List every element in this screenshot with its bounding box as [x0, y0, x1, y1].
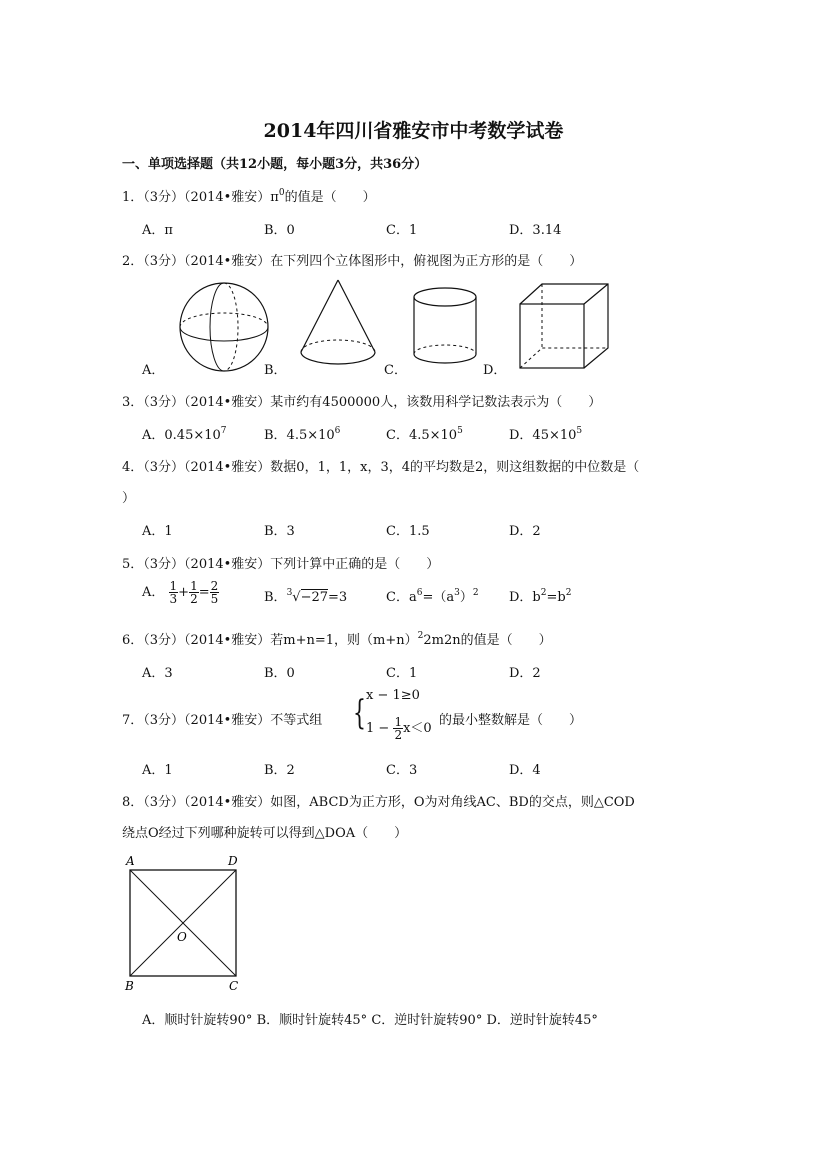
option-text: D．b — [509, 590, 541, 605]
q1-option-d[interactable]: D．3.14 — [509, 223, 562, 238]
brace: { — [353, 693, 366, 733]
question-text: 6．（3分）（2014•雅安）若m+n=1，则（m+n） — [122, 633, 418, 648]
numerator: 1 — [169, 579, 178, 593]
result: =3 — [328, 590, 348, 605]
superscript: 2 — [417, 631, 424, 641]
q5-option-a[interactable] — [142, 580, 219, 605]
question-4-stem: 4．（3分）（2014•雅安）数据0，1，1，x，3，4的平均数是2，则这组数据的中位数是（ — [122, 460, 640, 475]
label-b: B — [125, 979, 134, 992]
label-c: C — [229, 979, 239, 992]
q8-option-b[interactable]: B．顺时针旋转45° — [256, 1013, 368, 1028]
superscript: 6 — [334, 426, 341, 436]
numerator: 1 — [394, 715, 403, 729]
root-index: 3 — [286, 588, 293, 598]
expr: x＜0 — [403, 721, 432, 736]
question-text: 1．（3分）（2014•雅安）π — [122, 190, 279, 205]
operator: = — [198, 585, 210, 600]
question-5-stem: 5．（3分）（2014•雅安）下列计算中正确的是（ ） — [122, 557, 440, 572]
numerator: 2 — [210, 579, 219, 593]
q7-option-d[interactable]: D．4 — [509, 763, 541, 778]
square-diagram — [118, 852, 248, 992]
q5-option-d[interactable] — [509, 586, 571, 605]
q8-options — [142, 1009, 598, 1028]
superscript: 5 — [457, 426, 463, 436]
superscript: 3 — [454, 588, 460, 598]
cone-figure — [301, 280, 375, 364]
label-o: O — [177, 930, 187, 944]
label-d: D — [228, 854, 238, 868]
inequality-line-2 — [366, 716, 432, 741]
q2-option-c[interactable]: C． — [384, 363, 407, 378]
q2-option-b[interactable]: B． — [264, 363, 287, 378]
question-8-stem-cont: 绕点O经过下列哪种旋转可以得到△DOA（ ） — [122, 826, 408, 841]
question-text-tail: 2m2n的值是（ ） — [423, 633, 552, 648]
option-text: D．45×10 — [509, 428, 577, 443]
q3-option-b[interactable] — [264, 424, 340, 443]
q1-option-a[interactable]: A．π — [142, 223, 173, 238]
superscript: 2 — [472, 588, 479, 598]
q5-option-c[interactable] — [386, 586, 479, 605]
fraction — [393, 716, 403, 741]
q4-option-c[interactable]: C．1.5 — [386, 524, 430, 539]
superscript: 2 — [565, 588, 572, 598]
superscript: 0 — [278, 188, 285, 198]
q7-option-b[interactable]: B．2 — [264, 763, 295, 778]
q6-option-c[interactable]: C．1 — [386, 666, 418, 681]
option-letter: A． — [142, 585, 165, 600]
option-letter: B． — [264, 590, 287, 605]
label-a: A — [126, 854, 135, 868]
q1-option-c[interactable]: C．1 — [386, 223, 418, 238]
q7-option-a[interactable]: A．1 — [142, 763, 173, 778]
q8-option-a[interactable]: A．顺时针旋转90° — [142, 1013, 253, 1028]
q4-option-d[interactable]: D．2 — [509, 524, 541, 539]
fraction — [210, 580, 220, 605]
question-2-stem: 2．（3分）（2014•雅安）在下列四个立体图形中，俯视图为正方形的是（ ） — [122, 254, 583, 269]
q2-option-a[interactable]: A． — [142, 363, 165, 378]
sphere-figure — [180, 283, 268, 371]
q4-option-a[interactable]: A．1 — [142, 524, 173, 539]
option-text: B．4.5×10 — [264, 428, 335, 443]
question-1-stem — [122, 186, 376, 205]
section-heading: 一、单项选择题（共12小题，每小题3分，共36分） — [122, 157, 428, 172]
inequality-line-1: x − 1≥0 — [366, 688, 420, 703]
radicand: −27 — [300, 590, 329, 605]
option-text: C．4.5×10 — [386, 428, 458, 443]
cylinder-figure — [414, 288, 476, 363]
q3-option-c[interactable] — [386, 424, 463, 443]
q3-option-a[interactable] — [142, 424, 227, 443]
option-text: =b — [546, 590, 566, 605]
superscript: 5 — [576, 426, 583, 436]
denominator: 3 — [169, 592, 178, 606]
q7-option-c[interactable]: C．3 — [386, 763, 418, 778]
cube-figure — [520, 284, 608, 368]
option-text: =（a — [422, 590, 455, 605]
option-text: C．a — [386, 590, 417, 605]
denominator: 5 — [210, 592, 219, 606]
q8-option-c[interactable]: C．逆时针旋转90° — [371, 1013, 483, 1028]
denominator: 2 — [190, 592, 198, 606]
question-text-tail: 的值是（ ） — [284, 190, 376, 205]
question-3-stem: 3．（3分）（2014•雅安）某市约有4500000人，该数用科学记数法表示为（ ） — [122, 395, 602, 410]
fraction — [169, 580, 179, 605]
q8-option-d[interactable]: D．逆时针旋转45° — [486, 1013, 598, 1028]
numerator: 1 — [190, 579, 198, 593]
q2-option-d[interactable]: D． — [483, 363, 507, 378]
question-4-stem-cont: ） — [122, 491, 136, 506]
q2-figures — [140, 272, 620, 376]
page-title: 2014年四川省雅安市中考数学试卷 — [263, 120, 564, 142]
superscript: 2 — [540, 588, 547, 598]
question-7-stem: 7．（3分）（2014•雅安）不等式组 — [122, 713, 323, 728]
radical-sign: √ — [292, 590, 301, 605]
q6-option-b[interactable]: B．0 — [264, 666, 295, 681]
q4-option-b[interactable]: B．3 — [264, 524, 295, 539]
q1-option-b[interactable]: B．0 — [264, 223, 295, 238]
expr: 1 − — [366, 721, 390, 736]
q3-option-d[interactable] — [509, 424, 582, 443]
option-text: ） — [459, 590, 473, 605]
q6-option-a[interactable]: A．3 — [142, 666, 173, 681]
q6-option-d[interactable]: D．2 — [509, 666, 541, 681]
option-text: A．0.45×10 — [142, 428, 221, 443]
denominator: 2 — [394, 728, 403, 742]
fraction — [189, 580, 199, 605]
operator: + — [178, 585, 190, 600]
superscript: 6 — [416, 588, 423, 598]
question-6-stem — [122, 629, 552, 648]
question-7-stem-tail: 的最小整数解是（ ） — [439, 713, 583, 728]
superscript: 7 — [220, 426, 227, 436]
q5-option-b[interactable] — [264, 586, 347, 605]
question-8-stem: 8．（3分）（2014•雅安）如图，ABCD为正方形，O为对角线AC、BD的交点，则△COD — [122, 795, 635, 810]
